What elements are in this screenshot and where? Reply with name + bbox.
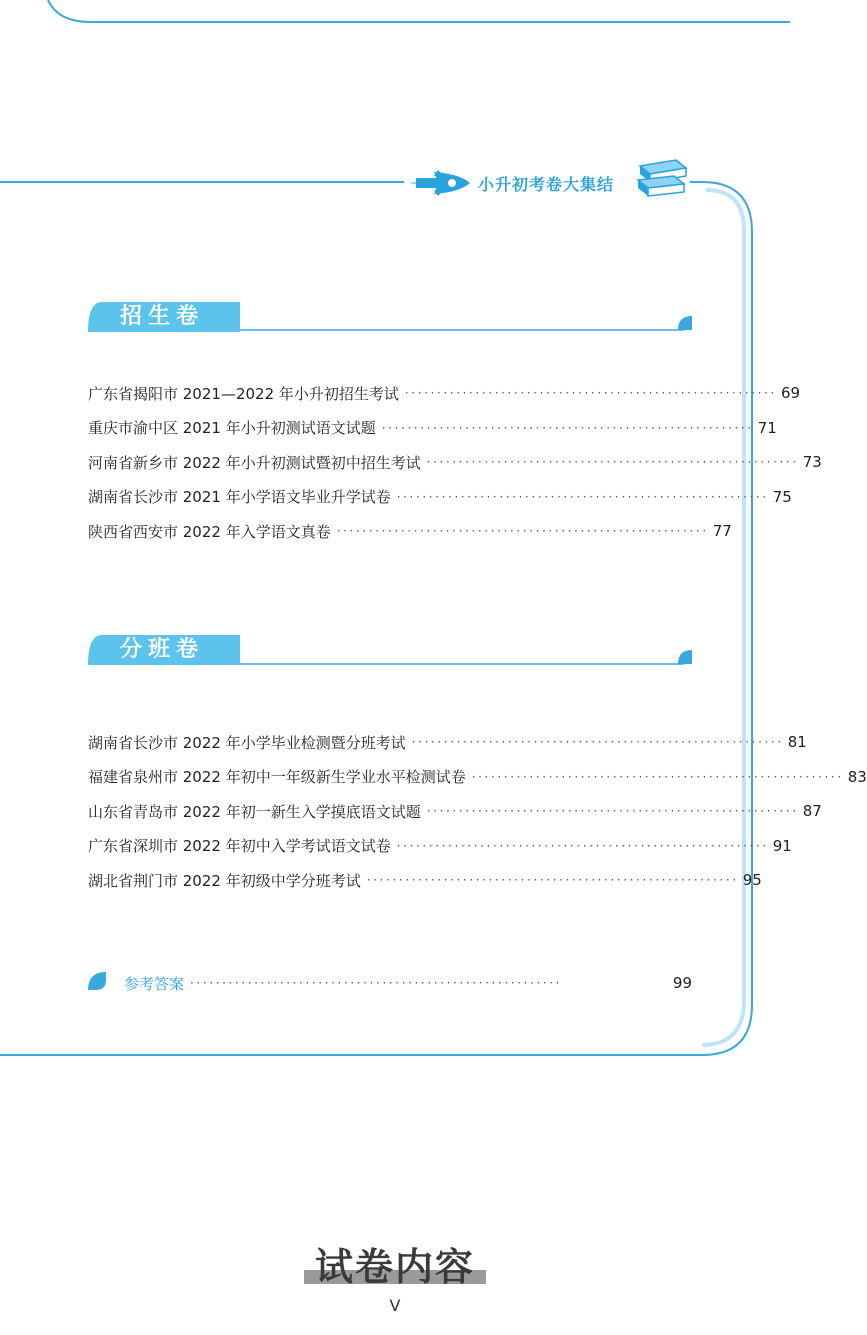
toc-item-page: 73 — [802, 453, 822, 472]
frame-inner-shadow — [702, 190, 744, 1045]
toc-item-page: 95 — [742, 871, 762, 890]
toc-item-page: 91 — [772, 836, 792, 855]
toc-item-page: 81 — [787, 733, 807, 752]
toc-row[interactable] — [88, 411, 777, 446]
toc-item-title: 湖南省长沙市 2022 年小学毕业检测暨分班考试 — [88, 732, 412, 753]
toc-leader-dots: ·························································· — [396, 838, 769, 853]
toc-row[interactable] — [88, 863, 762, 898]
toc-item-page: 75 — [772, 487, 792, 506]
toc-leader-dots: ·························································· — [190, 976, 563, 990]
toc-item-page: 77 — [712, 522, 732, 541]
section2-toc — [88, 725, 867, 898]
toc-item-title: 河南省新乡市 2022 年小升初测试暨初中招生考试 — [88, 452, 427, 473]
section1-end-marker — [678, 316, 692, 330]
toc-item-title: 湖北省荆门市 2022 年初级中学分班考试 — [88, 870, 367, 891]
toc-leader-dots: ·························································· — [381, 420, 754, 435]
toc-item-title: 重庆市渝中区 2021 年小升初测试语文试题 — [88, 417, 382, 438]
answers-page: 99 — [672, 974, 692, 992]
toc-row[interactable] — [88, 376, 801, 411]
toc-leader-dots: ·························································· — [426, 804, 799, 819]
footer-title-text: 试卷内容 — [314, 1245, 475, 1289]
toc-leader-dots: ·························································· — [366, 873, 739, 888]
toc-leader-dots: ·························································· — [471, 769, 844, 784]
top-frame-line — [48, 0, 790, 22]
toc-leader-dots: ·························································· — [411, 735, 784, 750]
answers-label: 参考答案 — [124, 974, 185, 993]
toc-item-title: 广东省揭阳市 2021—2022 年小升初招生考试 — [88, 383, 405, 404]
toc-leader-dots: ·························································· — [404, 386, 777, 401]
section2-end-marker — [678, 650, 692, 664]
toc-item-title: 陕西省西安市 2022 年入学语文真卷 — [88, 521, 337, 542]
toc-item-title: 福建省泉州市 2022 年初中一年级新生学业水平检测试卷 — [88, 766, 472, 787]
section1-toc — [88, 376, 822, 549]
section2-title: 分班卷 — [120, 637, 205, 662]
toc-row[interactable] — [88, 760, 867, 795]
toc-item-page: 87 — [802, 802, 822, 821]
footer-title — [0, 1236, 790, 1291]
toc-leader-dots: ·························································· — [426, 455, 799, 470]
toc-row[interactable] — [88, 829, 792, 864]
answers-row[interactable] — [88, 970, 692, 996]
toc-item-title: 山东省青岛市 2022 年初一新生入学摸底语文试题 — [88, 801, 427, 822]
toc-item-title: 广东省深圳市 2022 年初中入学考试语文试卷 — [88, 835, 397, 856]
toc-item-page: 71 — [757, 418, 777, 437]
toc-leader-dots: ·························································· — [336, 524, 709, 539]
toc-row[interactable] — [88, 514, 732, 549]
toc-row[interactable] — [88, 480, 792, 515]
rocket-icon — [404, 166, 474, 200]
section1-title: 招生卷 — [120, 304, 205, 329]
page-number: V — [389, 1296, 401, 1315]
toc-row[interactable] — [88, 725, 807, 760]
toc-row[interactable] — [88, 794, 822, 829]
toc-item-title: 湖南省长沙市 2021 年小学语文毕业升学试卷 — [88, 486, 397, 507]
toc-item-page: 83 — [847, 767, 867, 786]
books-icon — [636, 156, 690, 200]
toc-item-page: 69 — [780, 384, 801, 403]
toc-row[interactable] — [88, 445, 822, 480]
toc-leader-dots: ·························································· — [396, 489, 769, 504]
series-header-label: 小升初考卷大集结 — [478, 175, 615, 194]
